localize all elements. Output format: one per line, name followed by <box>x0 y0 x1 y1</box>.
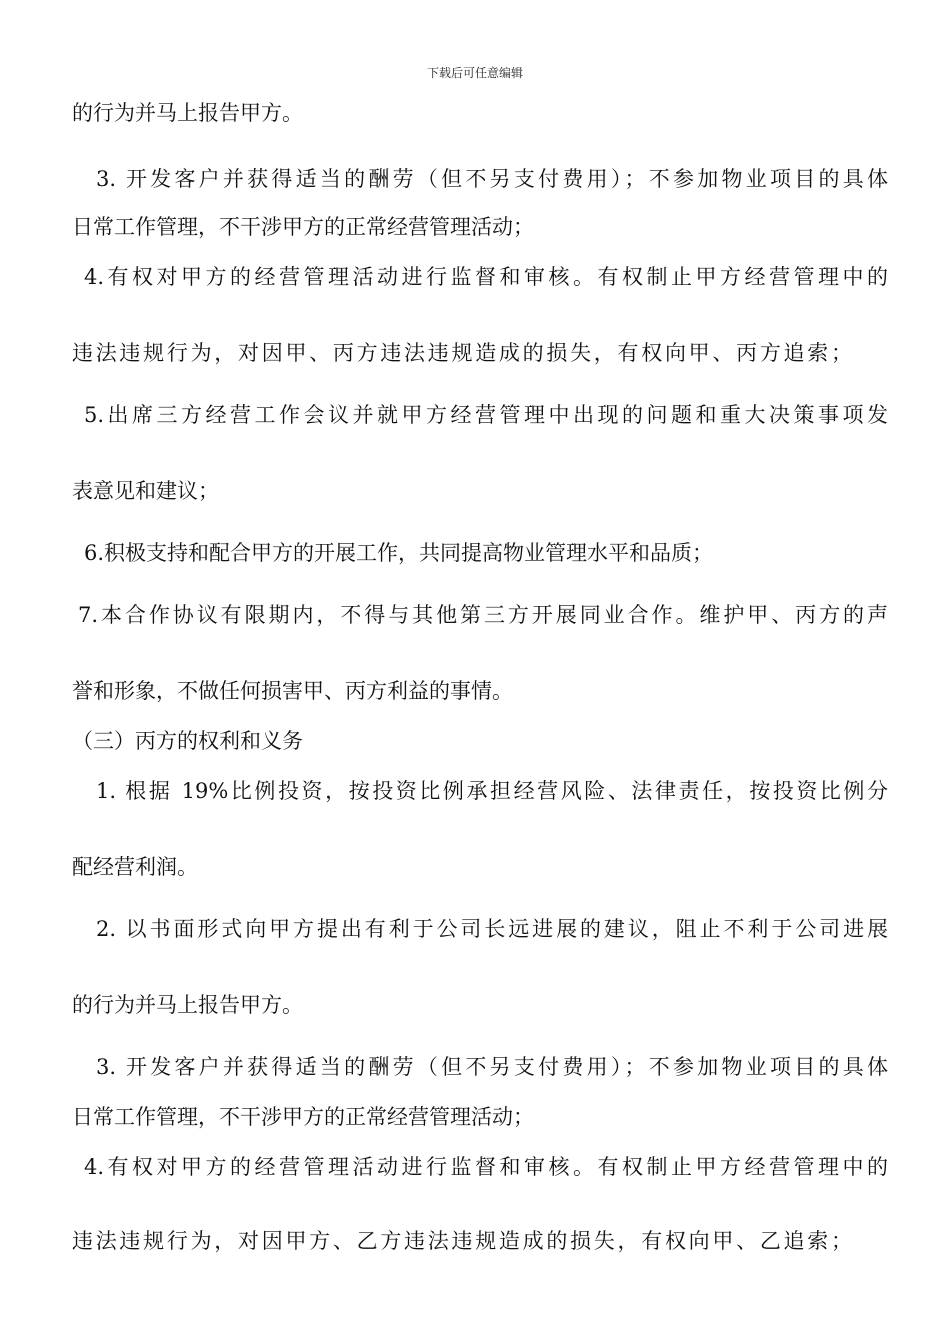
text-line: 誉和形象，不做任何损害甲、丙方利益的事情。 <box>72 679 513 703</box>
text-line: 违法违规行为，对因甲方、乙方违法违规造成的损失，有权向甲、乙追索； <box>72 1229 852 1253</box>
text-line: 5.出席三方经营工作会议并就甲方经营管理中出现的问题和重大决策事项发 <box>84 403 888 427</box>
text-line: 1. 根据 19%比例投资，按投资比例承担经营风险、法律责任，按投资比例分 <box>96 779 888 803</box>
text-line: 4.有权对甲方的经营管理活动进行监督和审核。有权制止甲方经营管理中的 <box>84 265 888 289</box>
text-line: 日常工作管理，不干涉甲方的正常经营管理活动； <box>72 1105 534 1129</box>
text-line: 日常工作管理，不干涉甲方的正常经营管理活动； <box>72 215 534 239</box>
text-line: 表意见和建议； <box>72 479 219 503</box>
text-line: 的行为并马上报告甲方。 <box>72 101 303 125</box>
text-line: 2. 以书面形式向甲方提出有利于公司长远进展的建议，阻止不利于公司进展 <box>96 917 888 941</box>
text-line: 6.积极支持和配合甲方的开展工作，共同提高物业管理水平和品质； <box>84 541 714 565</box>
text-line: 3. 开发客户并获得适当的酬劳（但不另支付费用）；不参加物业项目的具体 <box>96 167 888 191</box>
text-line: 7.本合作协议有限期内，不得与其他第三方开展同业合作。维护甲、丙方的声 <box>78 603 888 627</box>
section-heading: （三）丙方的权利和义务 <box>72 729 303 753</box>
page-header: 下载后可任意编辑 <box>426 66 523 80</box>
text-line: 的行为并马上报告甲方。 <box>72 993 303 1017</box>
text-line: 违法违规行为，对因甲、丙方违法违规造成的损失，有权向甲、丙方追索； <box>72 341 852 365</box>
text-line: 配经营利润。 <box>72 855 198 879</box>
text-line: 3. 开发客户并获得适当的酬劳（但不另支付费用）；不参加物业项目的具体 <box>96 1055 888 1079</box>
text-line: 4.有权对甲方的经营管理活动进行监督和审核。有权制止甲方经营管理中的 <box>84 1155 888 1179</box>
